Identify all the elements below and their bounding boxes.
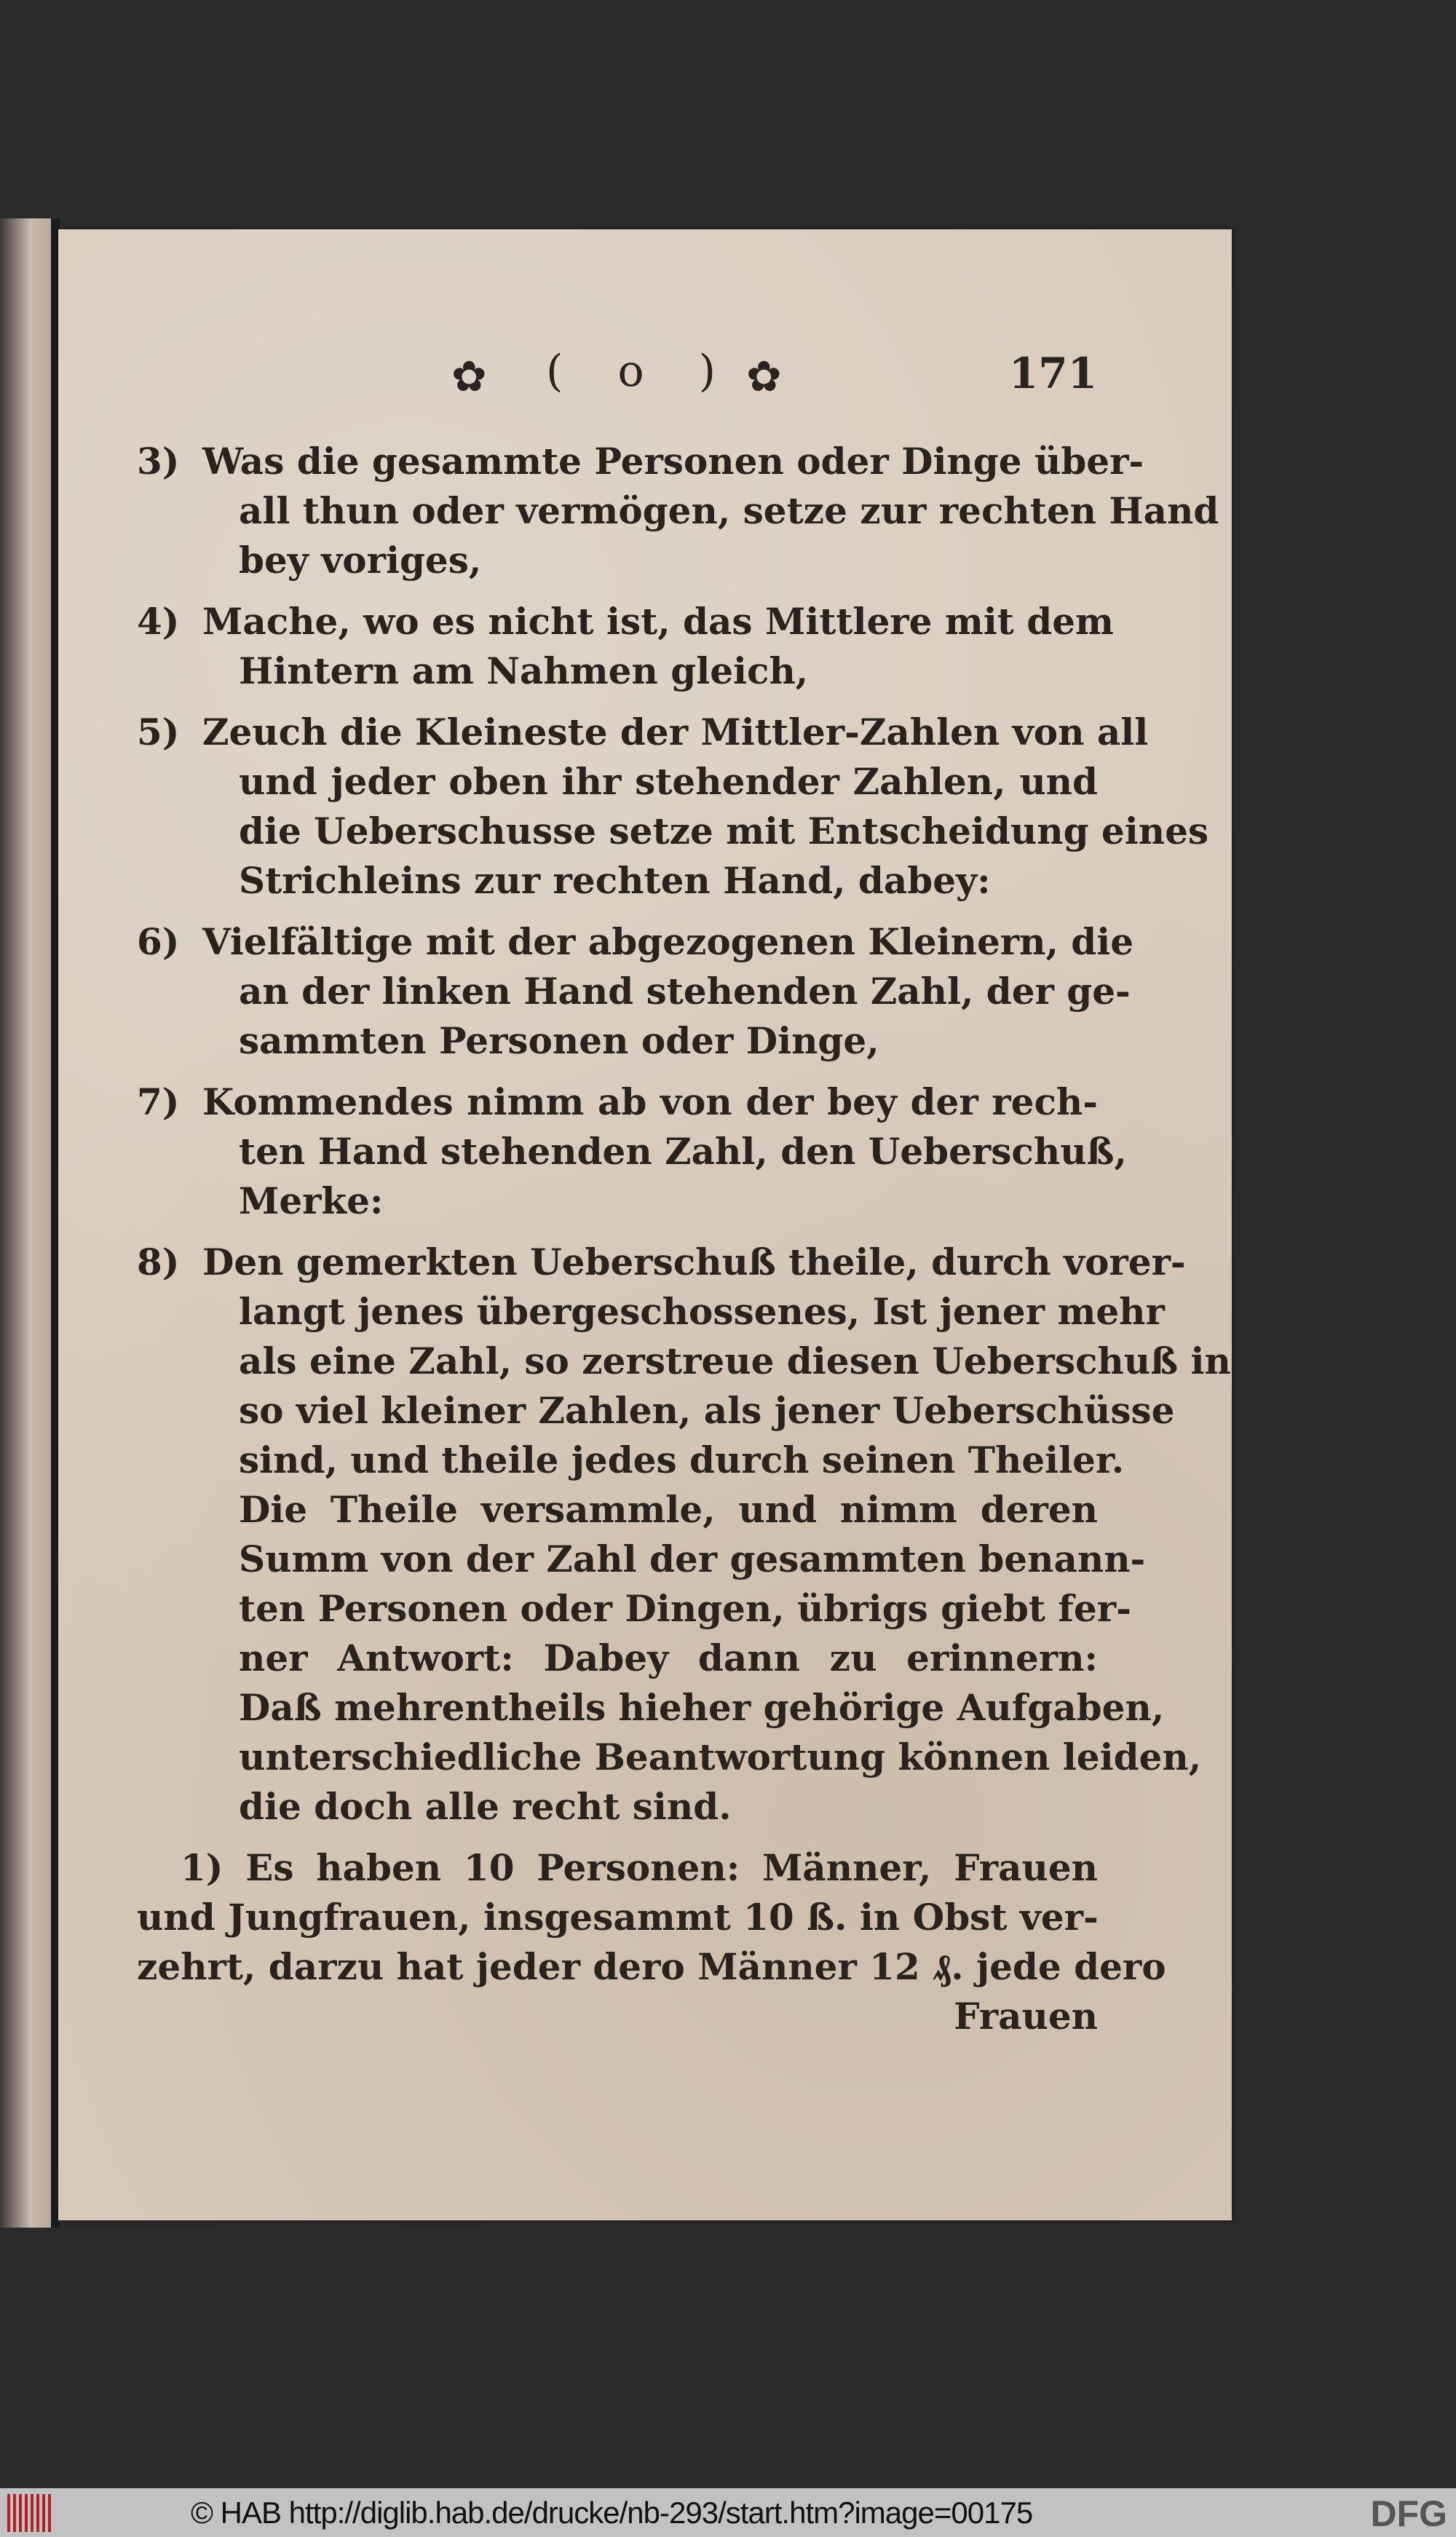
floral-ornament-icon: ✿	[451, 352, 487, 401]
floral-ornament-icon: ✿	[746, 352, 782, 401]
text-line: Strichleins zur rechten Hand, dabey:	[239, 859, 991, 902]
text-line: und jeder oben ihr stehender Zahlen, und	[239, 760, 1098, 803]
book-page	[58, 229, 1232, 2220]
text-line: ner Antwort: Dabey dann zu erinnern:	[239, 1636, 1098, 1679]
paragraph-number: 8)	[137, 1240, 180, 1283]
text-line: bey voriges,	[239, 539, 482, 582]
text-line: an der linken Hand stehenden Zahl, der ge-	[239, 970, 1131, 1013]
text-line: Hintern am Nahmen gleich,	[239, 649, 809, 692]
catchword: Frauen	[954, 1995, 1098, 2038]
numbered-paragraph	[137, 708, 1209, 906]
text-line-content: Was die gesammte Personen oder Dinge über-	[202, 440, 1144, 483]
numbered-paragraph	[137, 1238, 1231, 1832]
page-body	[137, 437, 1231, 2041]
numbered-paragraph	[137, 597, 1114, 696]
numbered-paragraph	[137, 917, 1134, 1066]
page-number: 171	[1008, 349, 1097, 398]
paragraph-number: 7)	[137, 1080, 180, 1123]
text-line	[137, 597, 1114, 646]
text-line: ten Hand stehenden Zahl, den Ueberschuß,	[239, 1130, 1127, 1173]
text-line	[137, 917, 1134, 967]
text-line: zehrt, darzu hat jeder dero Männer 12 ₰. jede dero	[137, 1945, 1166, 1988]
text-line: ten Personen oder Dingen, übrigs giebt fer-	[239, 1587, 1131, 1630]
paragraph-number: 3)	[137, 440, 180, 483]
text-line-content: Den gemerkten Ueberschuß theile, durch vorer-	[202, 1240, 1186, 1283]
text-line: als eine Zahl, so zerstreue diesen Ueberschuß in	[239, 1339, 1231, 1382]
paragraph-number: 5)	[137, 711, 180, 753]
text-line-content: Mache, wo es nicht ist, das Mittlere mit dem	[202, 600, 1114, 643]
text-line: Summ von der Zahl der gesammten benann-	[239, 1537, 1146, 1580]
numbered-paragraph	[137, 1077, 1127, 1226]
text-line: unterschiedliche Beantwortung können leiden,	[239, 1735, 1202, 1778]
text-line: Merke:	[239, 1179, 384, 1222]
text-line: die Ueberschusse setze mit Entscheidung eines	[239, 810, 1209, 852]
text-line	[137, 1077, 1098, 1127]
text-line-content: Zeuch die Kleineste der Mittler-Zahlen von all	[202, 711, 1149, 753]
text-line: so viel kleiner Zahlen, als jener Ueberschüsse	[239, 1389, 1175, 1432]
text-line	[137, 1238, 1186, 1287]
paragraph-number: 6)	[137, 920, 180, 963]
text-line: langt jenes übergeschossenes, Ist jener mehr	[239, 1290, 1165, 1333]
text-line	[137, 437, 1144, 486]
hab-logo-icon	[7, 2494, 51, 2532]
text-line: 1) Es haben 10 Personen: Männer, Frauen	[181, 1846, 1098, 1889]
text-line: all thun oder vermögen, setze zur rechten Hand	[239, 489, 1219, 532]
text-line: und Jungfrauen, insgesammt 10 ß. in Obst ver-	[137, 1896, 1099, 1939]
numbered-paragraph	[137, 437, 1219, 585]
text-line-content: Vielfältige mit der abgezogenen Kleinern, die	[202, 920, 1134, 963]
copyright-link[interactable]: © HAB http://diglib.hab.de/drucke/nb-293/start.htm?image=00175	[191, 2496, 1033, 2530]
text-line	[137, 708, 1149, 757]
footer-bar	[0, 2488, 1456, 2537]
text-line: sammten Personen oder Dinge,	[239, 1019, 879, 1062]
text-line: Daß mehrentheils hieher gehörige Aufgaben,	[239, 1686, 1165, 1729]
example-paragraph	[137, 1843, 1166, 2041]
paragraph-number: 4)	[137, 600, 180, 643]
header-marker: ( o )	[546, 346, 737, 397]
dfg-logo: DFG	[1370, 2493, 1447, 2534]
adjacent-page-edge	[0, 218, 51, 2228]
text-line: die doch alle recht sind.	[239, 1785, 732, 1828]
running-header	[58, 346, 1232, 401]
text-line: sind, und theile jedes durch seinen Theiler.	[239, 1438, 1125, 1481]
text-line: Die Theile versammle, und nimm deren	[239, 1488, 1098, 1531]
text-line-content: Kommendes nimm ab von der bey der rech-	[202, 1080, 1098, 1123]
